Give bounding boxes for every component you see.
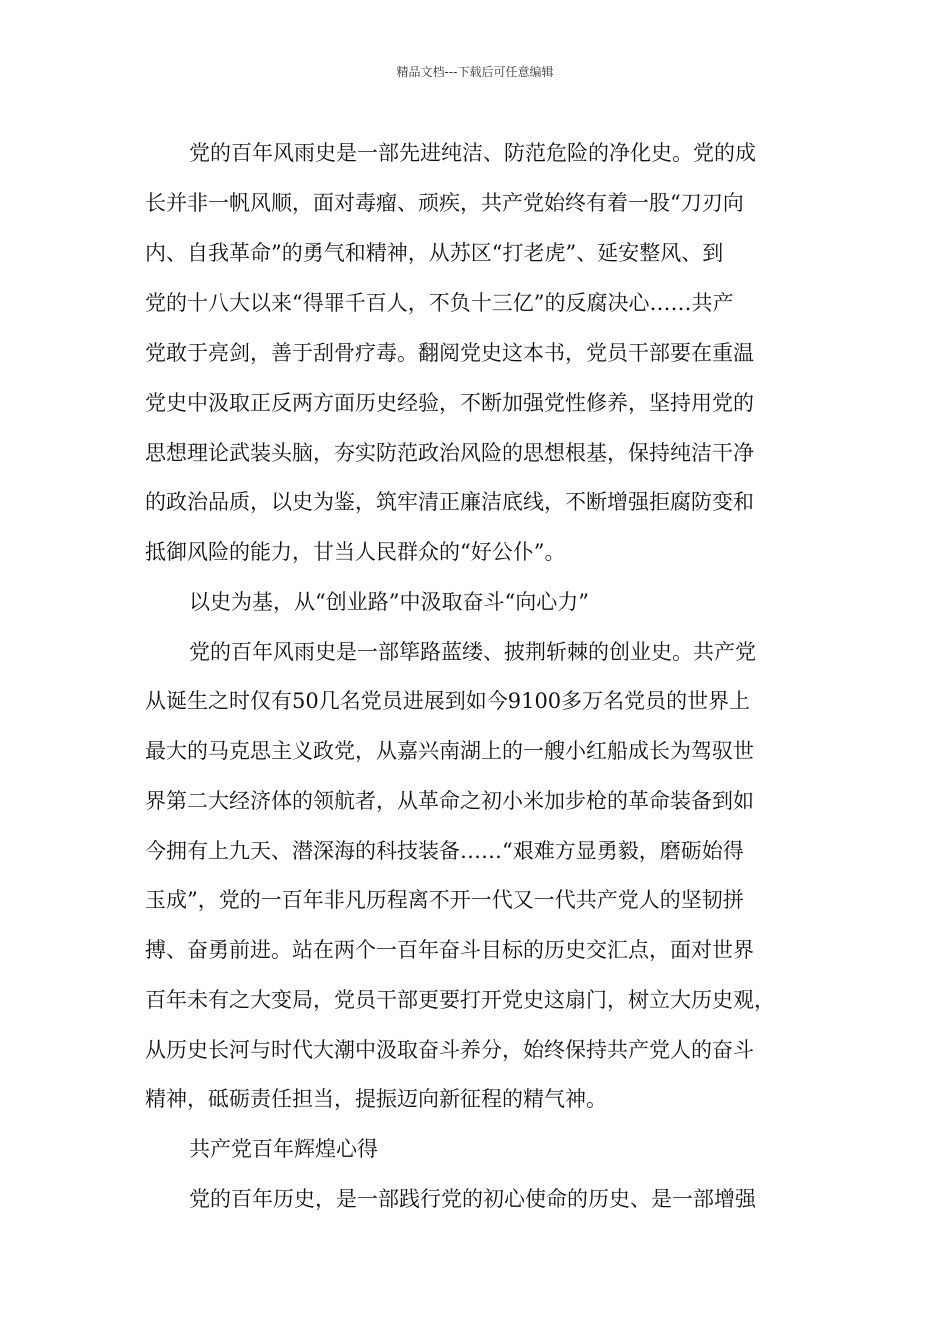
paragraph-2-line-5: 今拥有上九天、潜深海的科技装备……“艰难方显勇毅，磨砺始得 bbox=[145, 839, 744, 863]
paragraph-2-line-9: 从历史长河与时代大潮中汲取奋斗养分，始终保持共产党人的奋斗 bbox=[145, 1038, 754, 1062]
paragraph-2-line-10: 精神，砥砺责任担当，提振迈向新征程的精气神。 bbox=[145, 1087, 607, 1111]
paragraph-2-line-4: 界第二大经济体的领航者，从革命之初小米加步枪的革命装备到如 bbox=[145, 789, 754, 813]
paragraph-1-line-4: 党的十八大以来“得罪千百人，不负十三亿”的反腐决心……共产 bbox=[145, 291, 734, 315]
paragraph-3-line-1: 党的百年历史，是一部践行党的初心使命的历史、是一部增强 bbox=[189, 1187, 756, 1211]
paragraph-2-line-6: 玉成”，党的一百年非凡历程离不开一代又一代共产党人的坚韧拼 bbox=[145, 888, 744, 912]
paragraph-1-line-5: 党敢于亮剑，善于刮骨疗毒。翻阅党史这本书，党员干部要在重温 bbox=[145, 341, 754, 365]
paragraph-1-line-9: 抵御风险的能力，甘当人民群众的“好公仆”。 bbox=[145, 540, 566, 564]
page-header: 精品文档---下载后可任意编辑 bbox=[396, 65, 554, 79]
paragraph-1-line-2: 长并非一帆风顺，面对毒瘤、顽疾，共产党始终有着一股“刀刃向 bbox=[145, 191, 744, 215]
paragraph-2-line-7: 搏、奋勇前进。站在两个一百年奋斗目标的历史交汇点，面对世界 bbox=[145, 938, 754, 962]
paragraph-2-line-1: 党的百年风雨史是一部筚路蓝缕、披荆斩棘的创业史。共产党 bbox=[189, 640, 756, 664]
paragraph-1-line-7: 思想理论武装头脑，夯实防范政治风险的思想根基，保持纯洁干净 bbox=[145, 441, 754, 465]
section-heading-1: 以史为基，从“创业路”中汲取奋斗“向心力” bbox=[189, 590, 589, 614]
paragraph-2-line-3: 最大的马克思主义政党，从嘉兴南湖上的一艘小红船成长为驾驭世 bbox=[145, 739, 754, 763]
paragraph-1-line-1: 党的百年风雨史是一部先进纯洁、防范危险的净化史。党的成 bbox=[189, 141, 756, 165]
paragraph-1-line-8: 的政治品质，以史为鉴，筑牢清正廉洁底线，不断增强拒腐防变和 bbox=[145, 490, 754, 514]
paragraph-2-line-8: 百年未有之大变局，党员干部更要打开党史这扇门，树立大历史观， bbox=[145, 988, 775, 1012]
section-heading-2: 共产党百年辉煌心得 bbox=[189, 1137, 378, 1161]
paragraph-2-line-2: 从诞生之时仅有50几名党员进展到如今9100多万名党员的世界上 bbox=[145, 689, 751, 713]
paragraph-1-line-3: 内、自我革命”的勇气和精神，从苏区“打老虎”、延安整风、到 bbox=[145, 241, 724, 265]
paragraph-1-line-6: 党史中汲取正反两方面历史经验，不断加强党性修养，坚持用党的 bbox=[145, 391, 754, 415]
